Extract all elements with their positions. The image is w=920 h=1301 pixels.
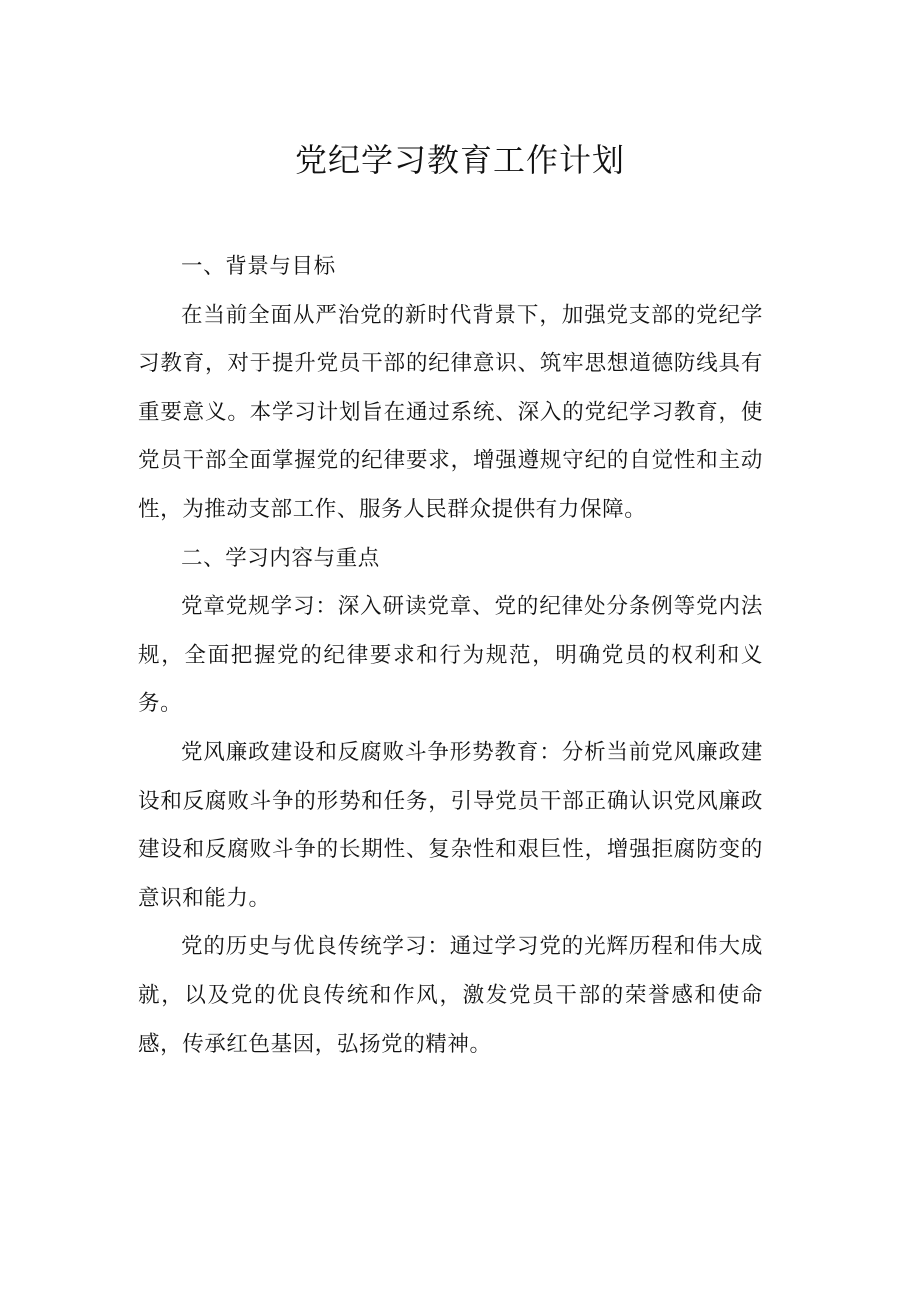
section-heading-content: 二、学习内容与重点 [181, 545, 380, 571]
section-heading-background: 一、背景与目标 [181, 254, 336, 279]
paragraph-integrity-education: 党风廉政建设和反腐败斗争形势教育：分析当前党风廉政建设和反腐败斗争的形势和任务，引导党员干部正确认识党风廉政建设和反腐败斗争的长期性、复杂性和艰巨性，增强拒腐防变的意识和能力。 [138, 739, 763, 911]
paragraph-party-rules: 党章党规学习：深入研读党章、党的纪律处分条例等党内法规，全面把握党的纪律要求和行为规范，明确党员的权利和义务。 [138, 594, 763, 717]
document-body [138, 243, 763, 1069]
paragraph-background: 在当前全面从严治党的新时代背景下，加强党支部的党纪学习教育，对于提升党员干部的纪律意识、筑牢思想道德防线具有重要意义。本学习计划旨在通过系统、深入的党纪学习教育，使党员干部全面掌握党的纪律要求，增强遵规守纪的自觉性和主动性，为推动支部工作、服务人民群众提供有力保障。 [138, 302, 763, 522]
paragraph-party-history: 党的历史与优良传统学习：通过学习党的光辉历程和伟大成就，以及党的优良传统和作风，激发党员干部的荣誉感和使命感，传承红色基因，弘扬党的精神。 [138, 934, 763, 1057]
document-title: 党纪学习教育工作计划 [294, 141, 625, 179]
